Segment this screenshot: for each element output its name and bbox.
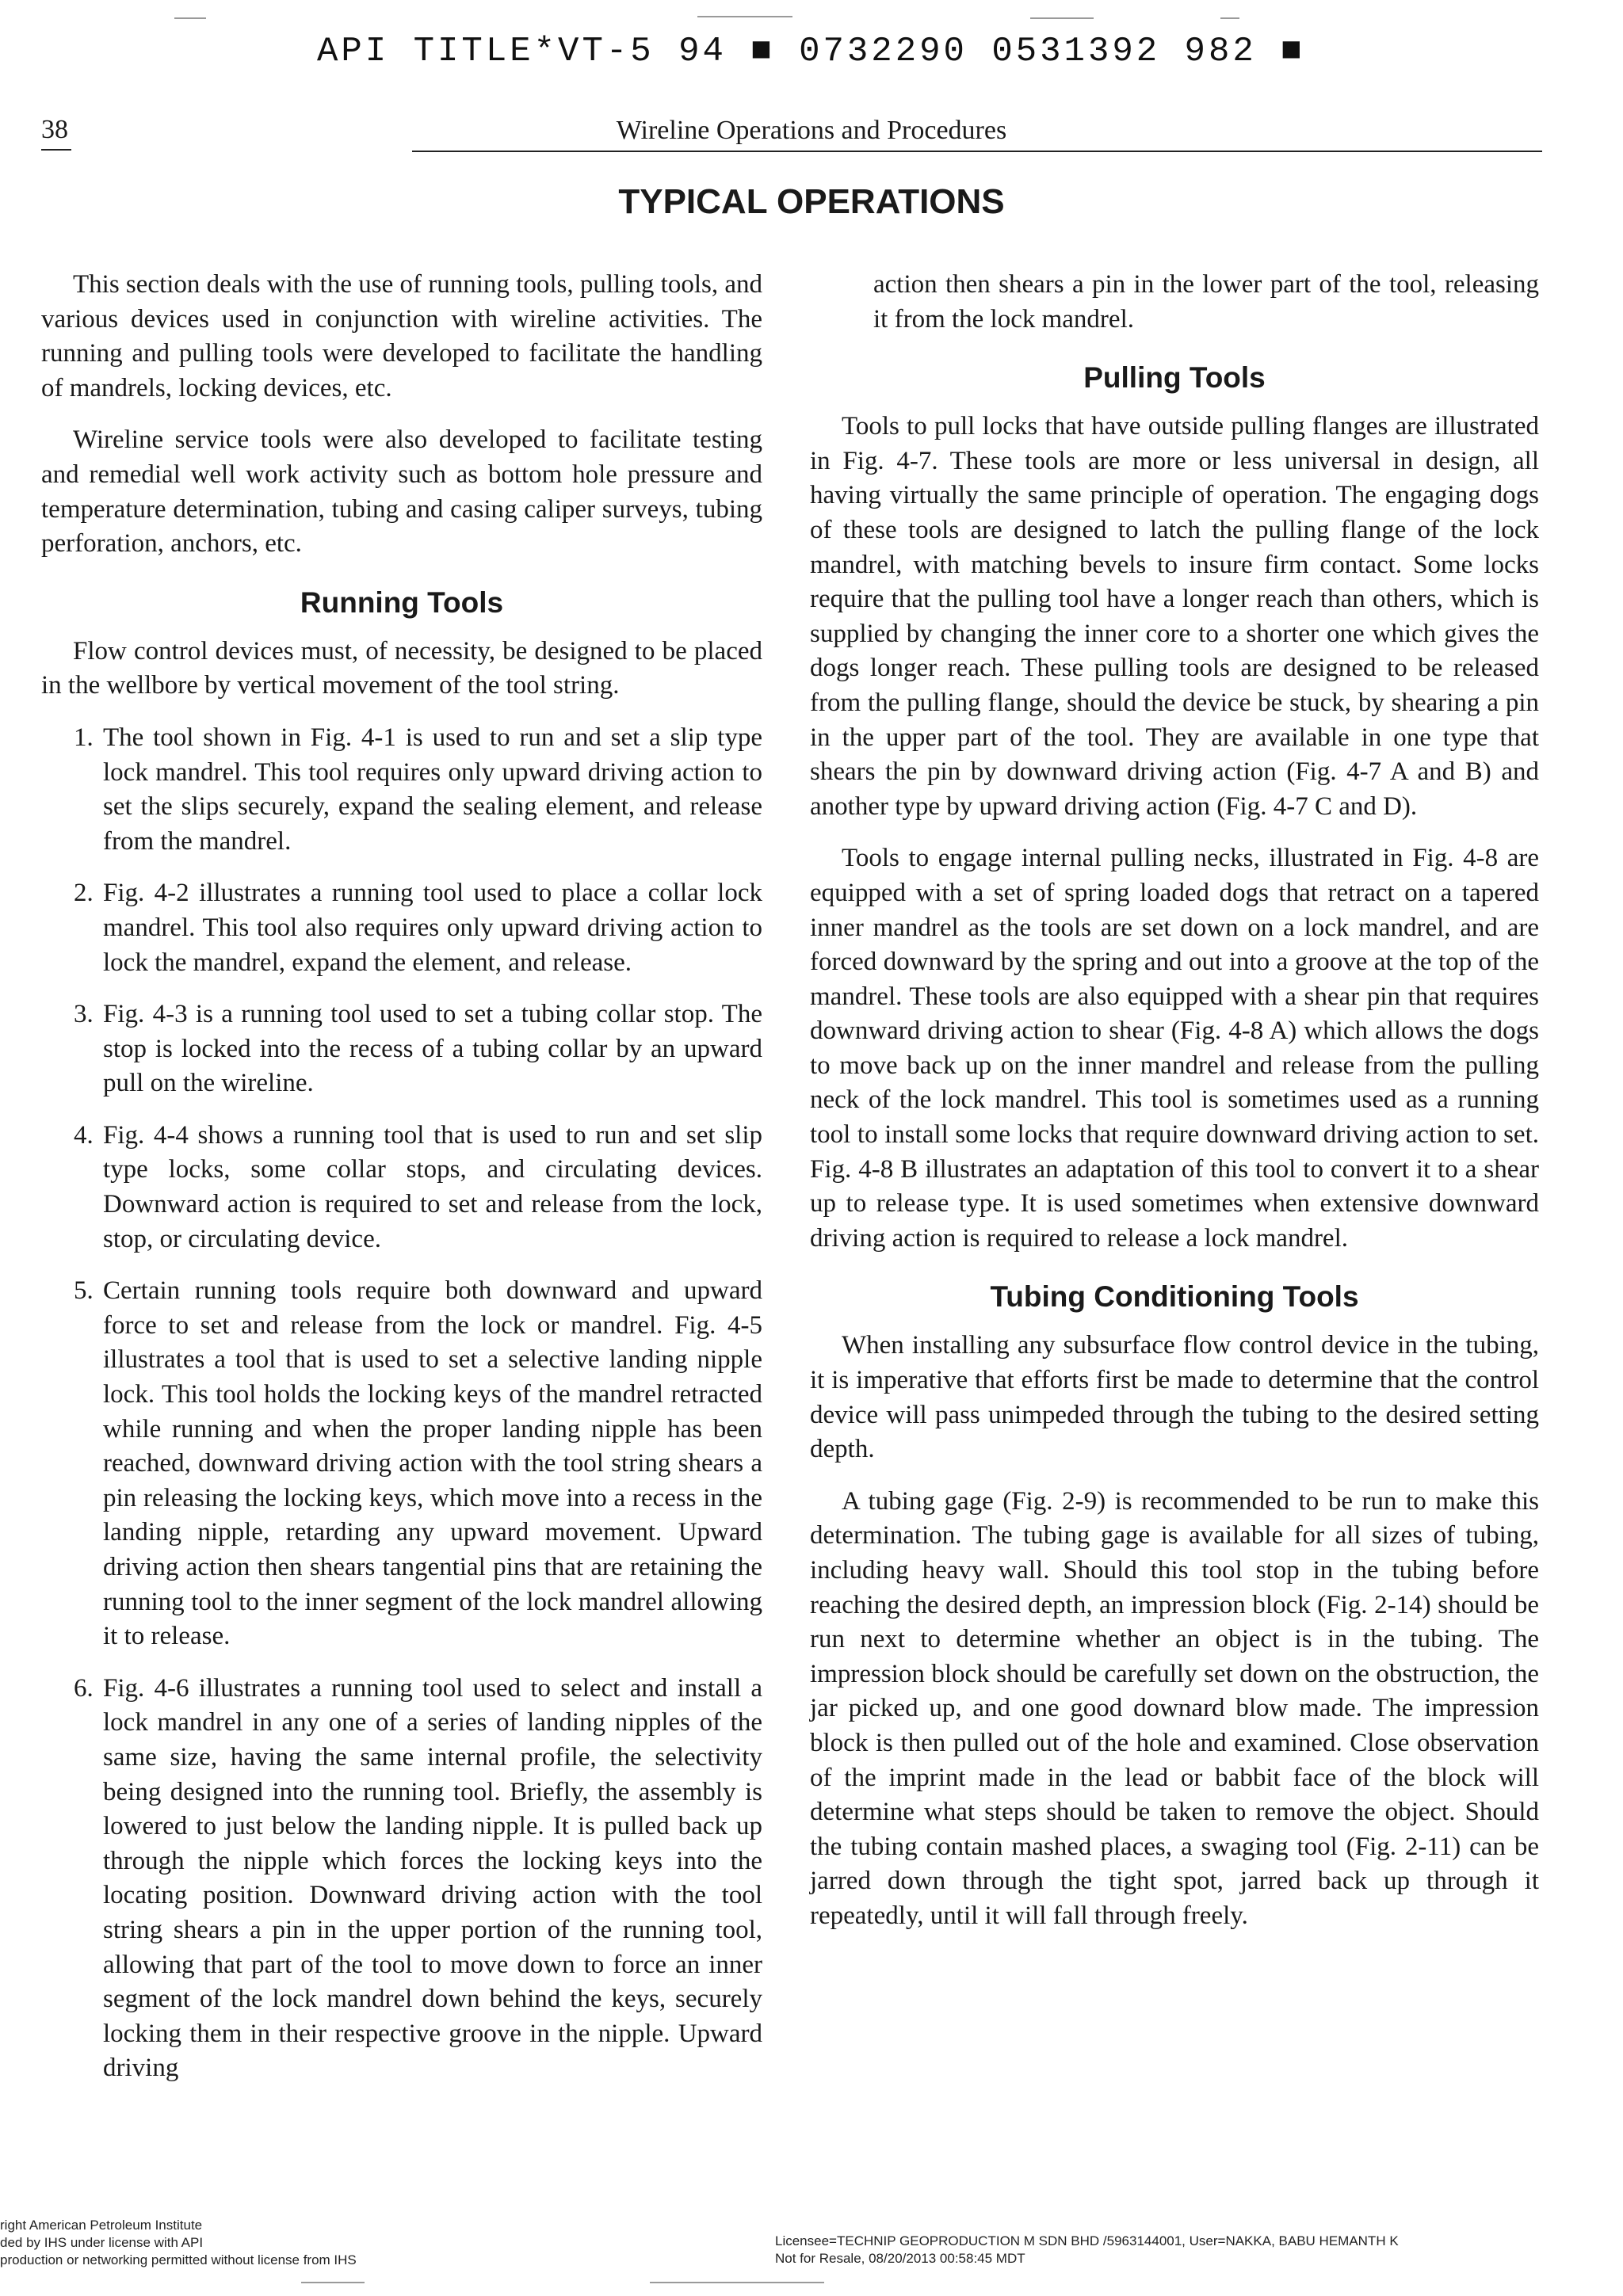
scan-artifact-line [174,17,206,19]
running-title: Wireline Operations and Procedures [616,116,1007,145]
running-intro-paragraph: Flow control devices must, of necessity, be designed to be placed in the wellbore by vertical movement of the tool string. [41,636,762,700]
list-item: 5. Certain running tools require both downward and upward force to set and release from the lock or mandrel. Fig. 4-5 illustrates a tool that is used to set a selective landing nipple lock. This tool holds the locking keys of the mandrel retracted while running and when the proper landing nipple has been reached, downward driving action with the tool string shears a pin releasing the locking keys, which move into a recess in the landing nipple, retarding any upward movement. Upward driving action then shears tangential pins that are retaining the running tool to the inner segment of the lock mandrel allowing it to release. [100,1274,762,1654]
scan-artifact-line [1220,17,1239,19]
footer-copyright [0,2217,412,2269]
header-rule [412,151,1542,152]
footer-line: production or networking permitted without license from IHS [0,2252,357,2267]
left-column [41,268,762,2103]
tubing-paragraph: A tubing gage (Fig. 2-9) is recommended to be run to make this determination. The tubing gage is available for all sizes of tubing, including heavy wall. Should this tool stop in the tubing before reaching the desired depth, an impression block (Fig. 2-14) should be run next to determine whether an object is in the tubing. The impression block should be carefully set down on the obstruction, the jar picked up, and one good downard blow made. The impression block is then pulled out of the hole and examined. Close observation of the imprint made in the lead or babbit face of the block will determine what steps should be taken to remove the object. Should the tubing contain mashed places, a swaging tool (Fig. 2-11) can be jarred down through the tight spot, jarred back up through it repeatedly, until it will fall through freely. [810,1486,1539,1930]
footer-line: right American Petroleum Institute [0,2218,203,2233]
tubing-paragraph: When installing any subsurface flow control device in the tubing, it is imperative that efforts first be made to determine that the control device will pass unimpeded through the tubing to the desired setting depth. [810,1331,1539,1464]
pulling-paragraph: Tools to pull locks that have outside pulling flanges are illustrated in Fig. 4-7. These tools are more or less universal in design, all having virtually the same principle of operation. The engaging dogs of these tools are designed to latch the pulling flange of the lock mandrel, with matching bevels to insure firm contact. Some locks require that the pulling tool have a longer reach than others, which is supplied by changing the inner core to a shorter one which gives the dogs longer reach. These pulling tools are designed to be released from the pulling flange, should the device be stuck, by shearing a pin in the upper part of the tool. They are available in one type that shears the pin by downward driving action (Fig. 4-7 A and B) and another type by upward driving action (Fig. 4-7 C and D). [810,412,1539,821]
heading-running-tools: Running Tools [300,585,504,619]
footer-line: ded by IHS under license with API [0,2235,204,2250]
list-item: 1. The tool shown in Fig. 4-1 is used to run and set a slip type lock mandrel. This tool requires only upward driving action to set the slips securely, expand the sealing element, and release from the mandrel. [100,721,762,859]
scan-artifact-line [1030,17,1094,19]
footer-line: Licensee=TECHNIP GEOPRODUCTION M SDN BHD /5963144001, User=NAKKA, BABU HEMANTH K [775,2233,1399,2248]
scan-artifact-line [650,2282,824,2283]
intro-paragraph: This section deals with the use of running tools, pulling tools, and various devices used in conjunction with wireline activities. The running and pulling tools were developed to facilitate the handling of mandrels, locking devices, etc. [41,270,762,402]
scan-artifact-line [301,2282,365,2283]
section-title: TYPICAL OPERATIONS [618,182,1005,221]
running-tools-list [41,721,762,2086]
right-column [810,268,1539,1951]
continuation-paragraph: action then shears a pin in the lower part of the tool, releasing it from the lock mandrel. [873,270,1539,334]
intro-paragraph: Wireline service tools were also developed to facilitate testing and remedial well work activity such as bottom hole pressure and temperature determination, tubing and casing caliper surveys, tubing perforation, anchors, etc. [41,425,762,559]
list-item: 4. Fig. 4-4 shows a running tool that is used to run and set slip type locks, some collar stops, and circulating devices. Downward action is required to set and release from the lock, stop, or circulating device. [100,1119,762,1257]
heading-pulling-tools: Pulling Tools [1083,361,1266,395]
footer-license [775,2233,1399,2267]
list-item: 2. Fig. 4-2 illustrates a running tool used to place a collar lock mandrel. This tool also requires only upward driving action to lock the mandrel, expand the element, and release. [100,876,762,980]
header-rule-left [41,149,71,151]
list-item: 6. Fig. 4-6 illustrates a running tool used to select and install a lock mandrel in any one of a series of landing nipples of the same size, having the same internal profile, the selectivity being designed into the running tool. Briefly, the assembly is lowered to just below the landing nipple. It is pulled back up through the nipple which forces the locking keys into the locating position. Downward driving action with the tool string shears a pin in the upper portion of the running tool, allowing that part of the tool to move down to force an inner segment of the lock mandrel down behind the keys, securely locking them in their respective groove in the nipple. Upward driving [100,1672,762,2086]
footer-line: Not for Resale, 08/20/2013 00:58:45 MDT [775,2251,1025,2266]
heading-tubing-conditioning-tools: Tubing Conditioning Tools [990,1280,1359,1314]
list-item: 3. Fig. 4-3 is a running tool used to set a tubing collar stop. The stop is locked into the recess of a tubing collar by an upward pull on the wireline. [100,997,762,1101]
scan-artifact-line [697,16,792,17]
document-code: API TITLE*VT-5 94 ■ 0732290 0531392 982 ■ [317,32,1305,71]
page-number: 38 [41,115,68,144]
pulling-paragraph: Tools to engage internal pulling necks, illustrated in Fig. 4-8 are equipped with a set of spring loaded dogs that retract on a tapered inner mandrel as the tools are set down on a lock mandrel, and are forced downward by the spring and out into a groove at the top of the mandrel. These tools are also equipped with a shear pin that requires downward driving action to shear (Fig. 4-8 A) which allows the dogs to move back up on the inner mandrel and release from the pulling neck of the lock mandrel. This tool is sometimes used as a running tool to install some locks that require downward driving action to set. Fig. 4-8 B illustrates an adaptation of this tool to convert it to a shear up to release type. It is used sometimes when extensive downward driving action is required to release a lock mandrel. [810,844,1539,1253]
